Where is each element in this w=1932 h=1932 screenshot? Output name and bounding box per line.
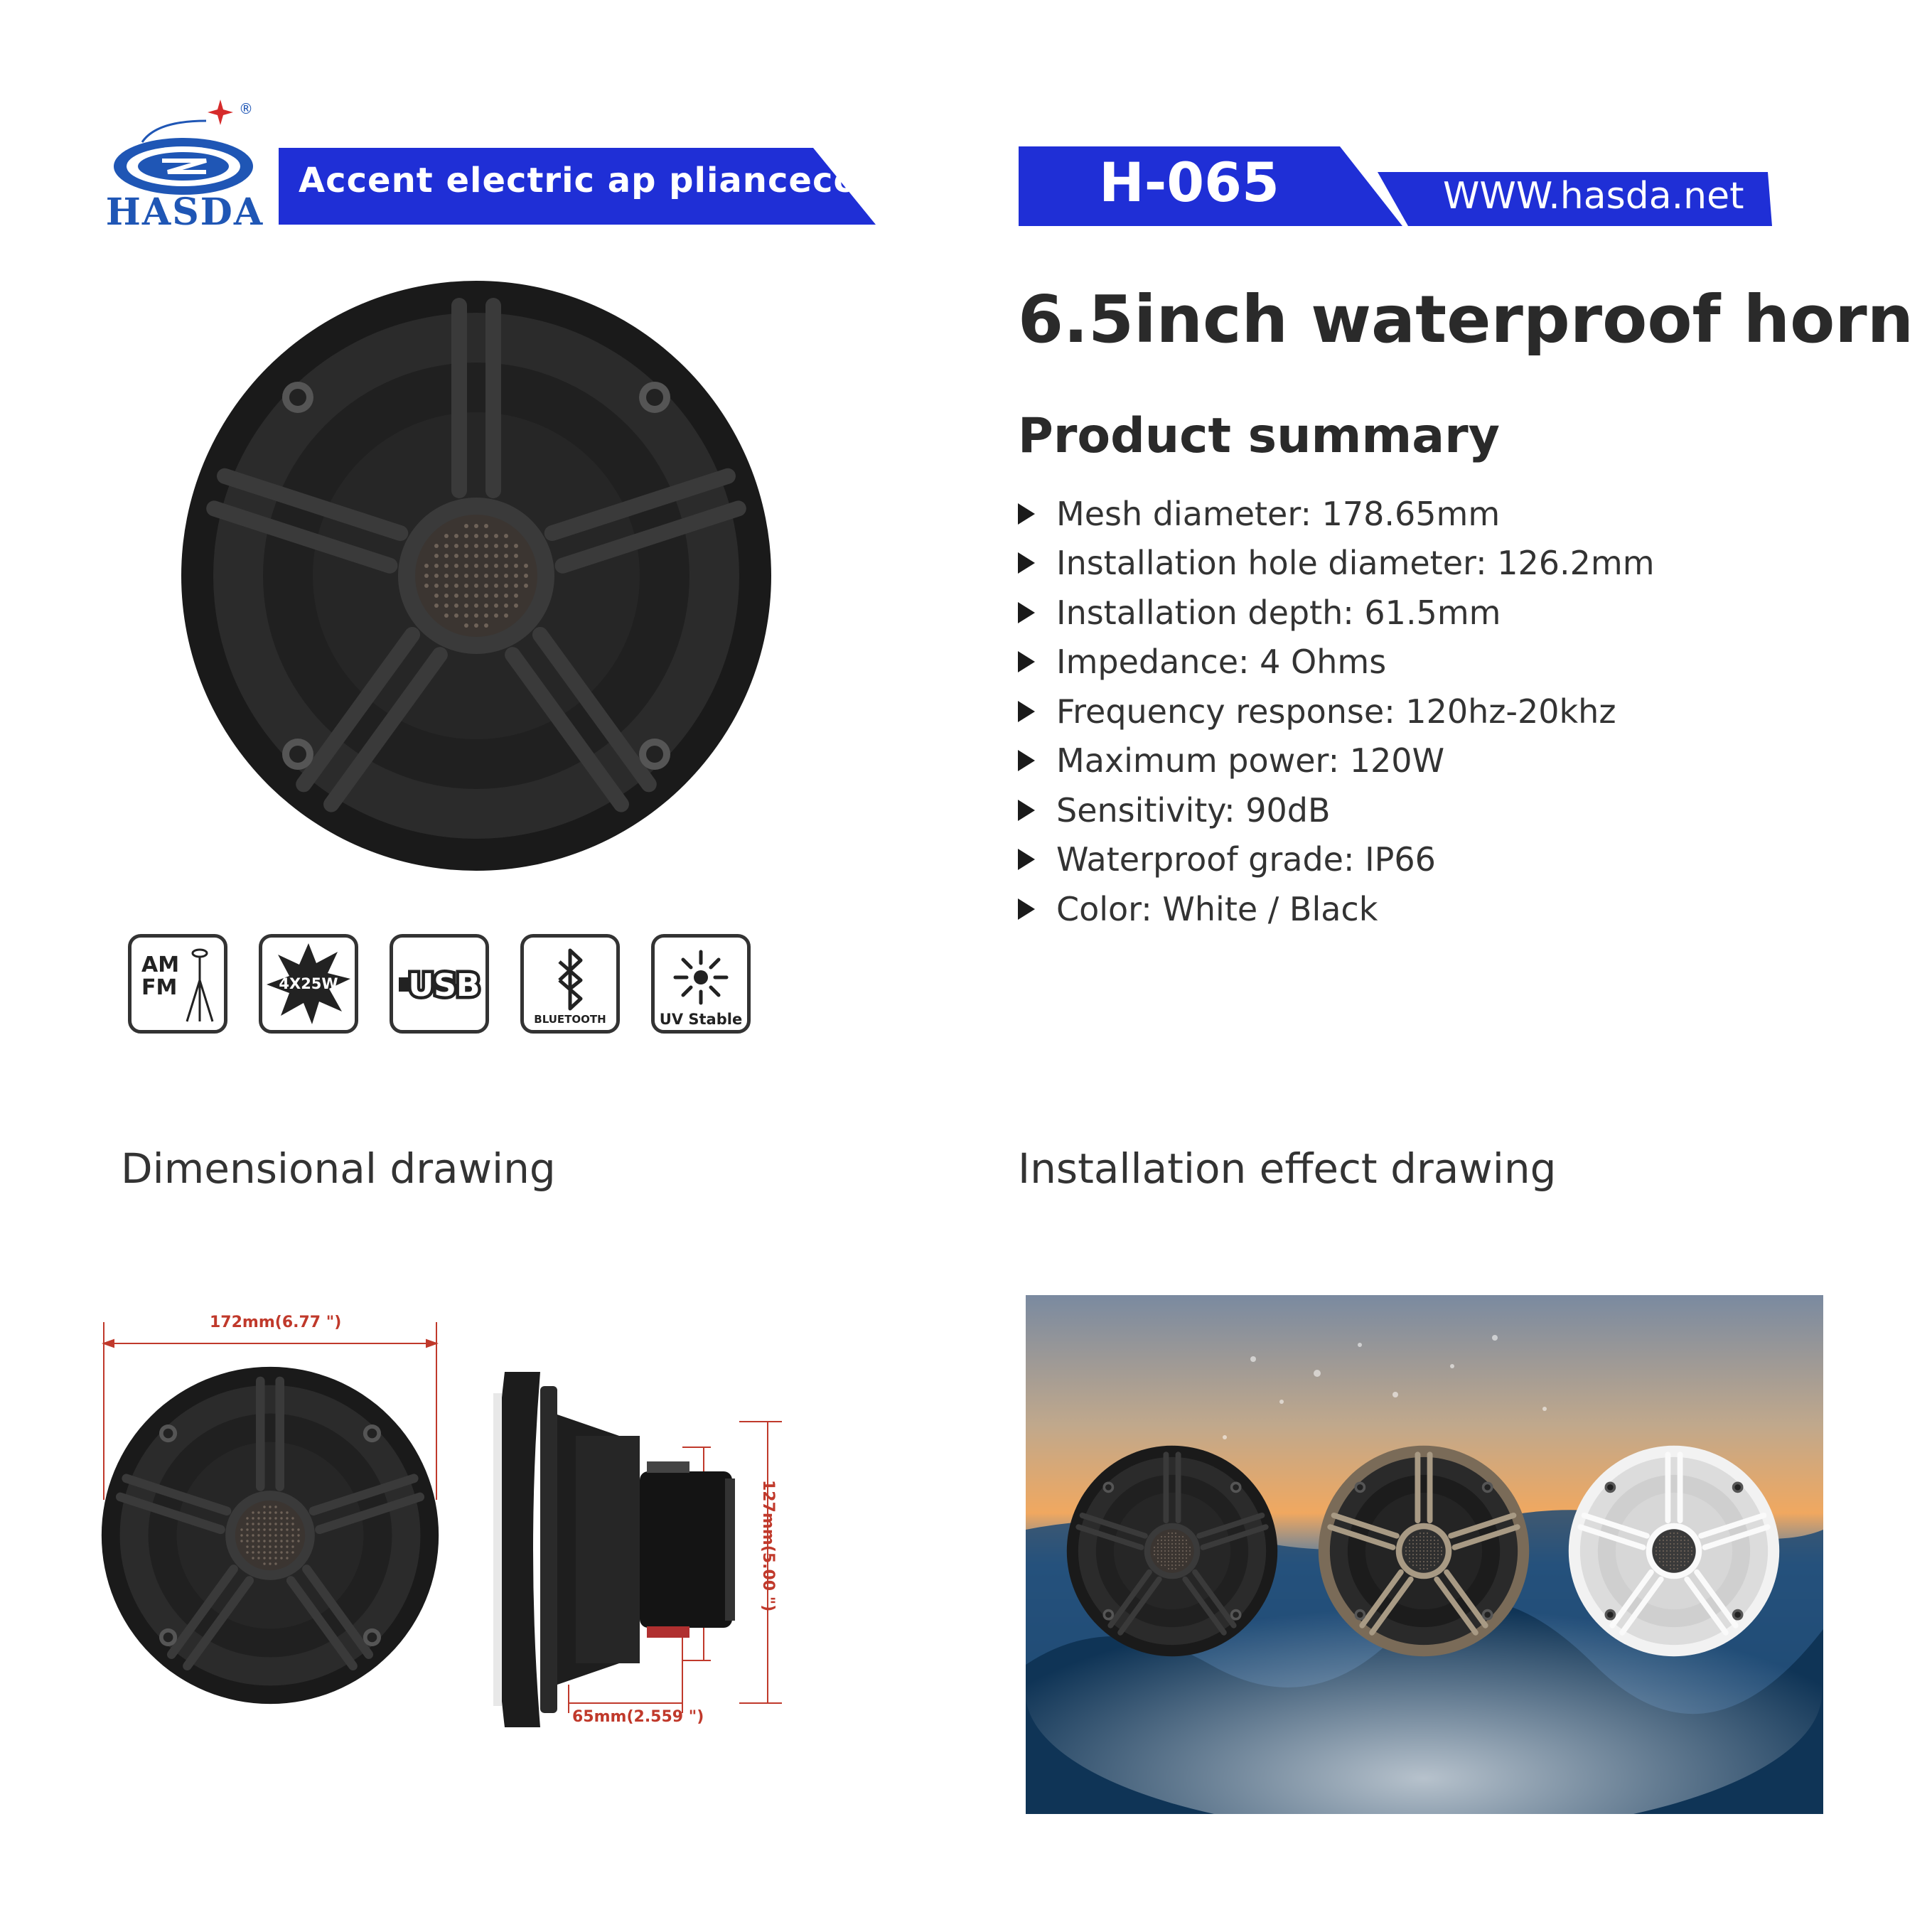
spec-item: Sensitivity: 90dB: [1018, 785, 1655, 835]
spec-item: Maximum power: 120W: [1018, 736, 1655, 786]
installation-drawing-heading: Installation effect drawing: [1018, 1144, 1557, 1193]
feature-power: [259, 934, 358, 1034]
dimension-width-label: 172mm(6.77 "): [210, 1314, 342, 1331]
dimension-outer-height-label: 127mm(5.00 "): [759, 1480, 777, 1612]
feature-uv-stable: [651, 934, 751, 1034]
power-burst-icon: [262, 938, 355, 1030]
speaker-side-view: [483, 1365, 796, 1734]
svg-text:FM: FM: [141, 975, 178, 1000]
svg-text:BLUETOOTH: BLUETOOTH: [534, 1013, 606, 1026]
spec-item: Mesh diameter: 178.65mm: [1018, 489, 1655, 539]
svg-text:®: ®: [239, 100, 253, 117]
summary-heading: Product summary: [1018, 408, 1501, 464]
spec-item: Frequency response: 120hz-20khz: [1018, 687, 1655, 736]
uv-sun-icon: [655, 938, 747, 1030]
bullet-triangle-icon: [1018, 750, 1035, 771]
feature-usb: [390, 934, 489, 1034]
am-fm-antenna-icon: [132, 938, 224, 1030]
feature-am-fm: [128, 934, 227, 1034]
bullet-triangle-icon: [1018, 602, 1035, 623]
bullet-triangle-icon: [1018, 552, 1035, 574]
feature-bluetooth: [520, 934, 620, 1034]
white-speaker-variant: [1569, 1446, 1779, 1656]
model-number: H-065: [1099, 151, 1279, 214]
bullet-triangle-icon: [1018, 651, 1035, 672]
svg-text:AM: AM: [141, 952, 180, 977]
website-link[interactable]: WWW.hasda.net: [1443, 175, 1744, 218]
svg-text:4X25W: 4X25W: [279, 975, 338, 992]
spec-item: Installation depth: 61.5mm: [1018, 588, 1655, 638]
dimensional-drawing-heading: Dimensional drawing: [121, 1144, 556, 1193]
svg-text:UV Stable: UV Stable: [659, 1011, 743, 1028]
usb-icon: [393, 938, 485, 1030]
spec-item: Color: White / Black: [1018, 884, 1655, 934]
bullet-triangle-icon: [1018, 701, 1035, 722]
black-speaker-variant: [1067, 1446, 1277, 1656]
bullet-triangle-icon: [1018, 849, 1035, 870]
bullet-triangle-icon: [1018, 800, 1035, 821]
speaker-product-image: [178, 277, 775, 874]
spec-item: Installation hole diameter: 126.2mm: [1018, 539, 1655, 589]
bluetooth-icon: [524, 938, 616, 1030]
spec-list: [1018, 489, 1655, 934]
bullet-triangle-icon: [1018, 503, 1035, 525]
bullet-triangle-icon: [1018, 898, 1035, 920]
svg-text:USB: USB: [408, 967, 481, 1004]
spec-item: Impedance: 4 Ohms: [1018, 638, 1655, 687]
spec-item: Waterproof grade: IP66: [1018, 835, 1655, 885]
installation-scene-image: [1026, 1295, 1823, 1814]
logo-wordmark: HASDA: [105, 190, 264, 234]
speaker-front-view: [100, 1365, 441, 1706]
product-title: 6.5inch waterproof horn: [1018, 281, 1914, 358]
bronze-speaker-variant: [1319, 1446, 1529, 1656]
company-tagline: Accent electric ap plianceco . ,: [299, 161, 911, 200]
dimension-depth-label: 65mm(2.559 "): [572, 1708, 704, 1726]
